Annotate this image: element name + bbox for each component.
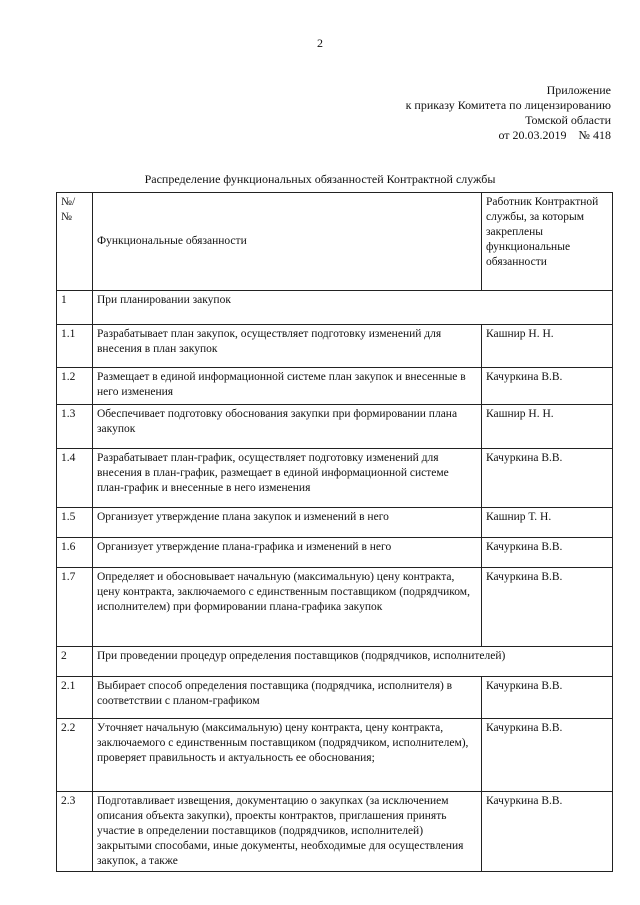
row-number: 1.3 <box>57 405 93 449</box>
duties-table <box>56 192 613 872</box>
row-duty: Выбирает способ определения поставщика (подрядчика, исполнителя) в соответствии с планом-графиком <box>93 677 482 719</box>
appendix-block <box>406 83 611 143</box>
row-duty: При проведении процедур определения поставщиков (подрядчиков, исполнителей) <box>93 647 613 677</box>
appendix-line-3: Томской области <box>525 113 611 127</box>
row-worker: Качуркина В.В. <box>482 792 613 872</box>
table-row <box>57 677 613 719</box>
row-number: 1.2 <box>57 368 93 405</box>
appendix-line-4: от 20.03.2019 № 418 <box>498 128 611 142</box>
table-row <box>57 538 613 568</box>
row-number: 1.4 <box>57 449 93 508</box>
row-number: 1 <box>57 291 93 325</box>
page-number: 2 <box>317 36 323 50</box>
table-row <box>57 647 613 677</box>
row-worker: Кашнир Н. Н. <box>482 325 613 368</box>
table-row <box>57 291 613 325</box>
table-row <box>57 325 613 368</box>
row-duty: Определяет и обосновывает начальную (максимальную) цену контракта, цену контракта, заключаемого с единственным поставщиком (подрядчиком, исполнителем) при формировании плана-графика закупок <box>93 568 482 647</box>
row-number: 1.7 <box>57 568 93 647</box>
row-duty: Уточняет начальную (максимальную) цену контракта, цену контракта, заключаемого с единственным поставщиком (подрядчиком, исполнителем), проверяет правильность и актуальность ее обоснования; <box>93 719 482 792</box>
row-duty: Размещает в единой информационной системе план закупок и внесенные в него изменения <box>93 368 482 405</box>
header-worker: Работник Контрактной службы, за которым закреплены функциональные обязанности <box>482 193 613 291</box>
row-number: 1.5 <box>57 508 93 538</box>
row-worker: Качуркина В.В. <box>482 449 613 508</box>
table-row <box>57 449 613 508</box>
appendix-line-1: Приложение <box>546 83 611 97</box>
table-header-row <box>57 193 613 291</box>
row-duty: Разрабатывает план-график, осуществляет подготовку изменений для внесения в план-график, размещает в единой информационной системе план-график и внесенные в него изменения <box>93 449 482 508</box>
row-duty: Разрабатывает план закупок, осуществляет подготовку изменений для внесения в план закупок <box>93 325 482 368</box>
row-duty: Организует утверждение плана закупок и изменений в него <box>93 508 482 538</box>
table-row <box>57 405 613 449</box>
row-worker: Качуркина В.В. <box>482 568 613 647</box>
row-worker: Качуркина В.В. <box>482 368 613 405</box>
header-num: №/ № <box>57 193 93 291</box>
row-duty: Обеспечивает подготовку обоснования закупки при формировании плана закупок <box>93 405 482 449</box>
table-row <box>57 792 613 872</box>
row-number: 2 <box>57 647 93 677</box>
row-number: 1.1 <box>57 325 93 368</box>
row-number: 1.6 <box>57 538 93 568</box>
document-title: Распределение функциональных обязанностей Контрактной службы <box>144 172 496 186</box>
table-row <box>57 368 613 405</box>
row-worker: Качуркина В.В. <box>482 677 613 719</box>
row-number: 2.2 <box>57 719 93 792</box>
row-duty: Организует утверждение плана-графика и изменений в него <box>93 538 482 568</box>
header-duty: Функциональные обязанности <box>93 193 482 291</box>
table-row <box>57 719 613 792</box>
row-number: 2.1 <box>57 677 93 719</box>
row-duty: При планировании закупок <box>93 291 613 325</box>
table-row <box>57 568 613 647</box>
row-duty: Подготавливает извещения, документацию о закупках (за исключением описания объекта закупки), проекты контрактов, приглашения принять участие в определении поставщиков (подрядчиков, исполнителей) закрытыми способами, иные документы, необходимые для осуществления закупок, а также <box>93 792 482 872</box>
row-worker: Качуркина В.В. <box>482 719 613 792</box>
table-row <box>57 508 613 538</box>
row-worker: Кашнир Н. Н. <box>482 405 613 449</box>
appendix-line-2: к приказу Комитета по лицензированию <box>405 98 611 112</box>
row-worker: Качуркина В.В. <box>482 538 613 568</box>
row-number: 2.3 <box>57 792 93 872</box>
row-worker: Кашнир Т. Н. <box>482 508 613 538</box>
